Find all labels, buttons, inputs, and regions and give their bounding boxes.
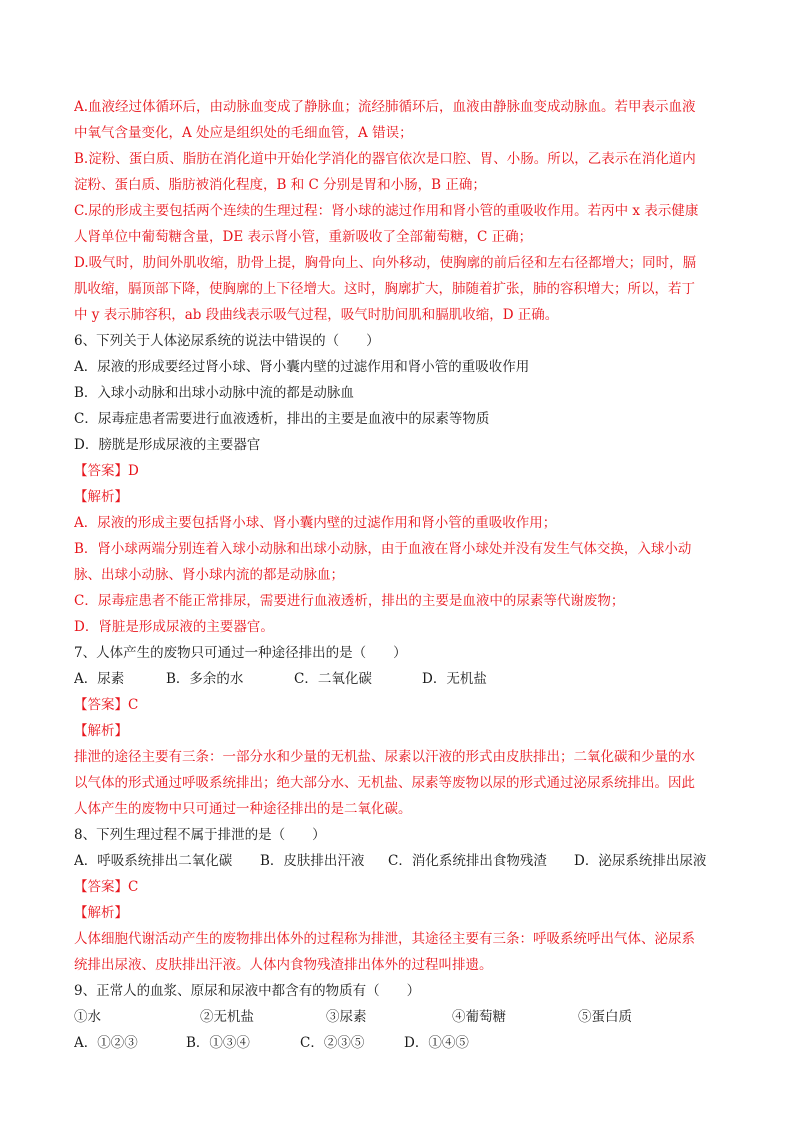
answer-value: C <box>128 879 139 895</box>
analysis-line: 脉、出球小动脉、肾小球内流的都是动脉血； <box>74 567 344 583</box>
analysis-line: 排泄的途径主要有三条：一部分水和少量的无机盐、尿素以汗液的形式由皮肤排出；二氧化碳和少量的水 <box>74 749 695 765</box>
answer-value: C <box>128 697 139 713</box>
option-a: A．尿素 <box>74 671 125 687</box>
options-row <box>74 848 726 874</box>
question-stem: 6、下列关于人体泌尿系统的说法中错误的（ ） <box>74 333 380 349</box>
analysis-label: 【解析】 <box>74 723 128 739</box>
option-d: D．①④⑤ <box>404 1035 469 1051</box>
option-b: B．皮肤排出汗液 <box>260 853 365 869</box>
answer-row <box>74 692 726 718</box>
option-a: A．①②③ <box>74 1035 138 1051</box>
analysis-line: 人肾单位中葡萄糖含量，DE 表示肾小管，重新吸收了全部葡萄糖，C 正确； <box>74 229 533 245</box>
analysis-line: 以气体的形式通过呼吸系统排出；绝大部分水、无机盐、尿素等废物以尿的形式通过泌尿系统排出。因此 <box>74 775 695 791</box>
analysis-line: C.尿的形成主要包括两个连续的生理过程：肾小球的滤过作用和肾小管的重吸收作用。若丙中 x 表示健康 <box>74 203 699 219</box>
answer-label: 【答案】 <box>74 697 128 713</box>
question-6 <box>74 328 726 640</box>
question-9 <box>74 978 726 1056</box>
options-row <box>74 1030 726 1056</box>
analysis-label: 【解析】 <box>74 489 128 505</box>
analysis-line: A．尿液的形成主要包括肾小球、肾小囊内壁的过滤作用和肾小管的重吸收作用； <box>74 515 557 531</box>
analysis-line: 中 y 表示肺容积，ab 段曲线表示吸气过程，吸气时肋间肌和膈肌收缩，D 正确。 <box>74 307 559 323</box>
analysis-line: D.吸气时，肋间外肌收缩，肋骨上提，胸骨向上、向外移动，使胸廓的前后径和左右径都增大；同时，膈 <box>74 255 697 271</box>
option-c: C．消化系统排出食物残渣 <box>388 853 547 869</box>
option-d: D．膀胱是形成尿液的主要器官 <box>74 437 261 453</box>
answer-label: 【答案】 <box>74 879 128 895</box>
option-c: C．二氧化碳 <box>294 671 372 687</box>
option-b: B．①③④ <box>186 1035 250 1051</box>
answer-row <box>74 874 726 900</box>
analysis-line: 人体细胞代谢活动产生的废物排出体外的过程称为排泄，其途径主要有三条：呼吸系统呼出气体、泌尿系 <box>74 931 695 947</box>
item: ④葡萄糖 <box>452 1009 506 1025</box>
option-d: D．泌尿系统排出尿液 <box>574 853 707 869</box>
item: ③尿素 <box>326 1009 367 1025</box>
option-b: B．入球小动脉和出球小动脉中流的都是动脉血 <box>74 385 354 401</box>
option-b: B．多余的水 <box>166 671 244 687</box>
item: ①水 <box>74 1009 101 1025</box>
question-7 <box>74 640 726 822</box>
analysis-line: A.血液经过体循环后，由动脉血变成了静脉血；流经肺循环后，血液由静脉血变成动脉血。若甲表示血液 <box>74 99 696 115</box>
question-stem: 9、正常人的血浆、原尿和尿液中都含有的物质有（ ） <box>74 983 421 999</box>
analysis-line: C．尿毒症患者不能正常排尿，需要进行血液透析，排出的主要是血液中的尿素等代谢废物； <box>74 593 625 609</box>
question-8 <box>74 822 726 978</box>
option-c: C．②③⑤ <box>300 1035 365 1051</box>
option-a: A．尿液的形成要经过肾小球、肾小囊内壁的过滤作用和肾小管的重吸收作用 <box>74 359 530 375</box>
option-c: C．尿毒症患者需要进行血液透析，排出的主要是血液中的尿素等物质 <box>74 411 490 427</box>
analysis-line: 统排出尿液、皮肤排出汗液。人体内食物残渣排出体外的过程叫排遗。 <box>74 957 493 973</box>
answer-value: D <box>128 463 139 479</box>
option-a: A．呼吸系统排出二氧化碳 <box>74 853 233 869</box>
page-content <box>74 94 726 1056</box>
analysis-line: 淀粉、蛋白质、脂肪被消化程度，B 和 C 分别是胃和小肠，B 正确； <box>74 177 486 193</box>
item: ②无机盐 <box>200 1009 254 1025</box>
option-d: D．无机盐 <box>422 671 487 687</box>
analysis-line: 人体产生的废物中只可通过一种途径排出的是二氧化碳。 <box>74 801 412 817</box>
analysis-label: 【解析】 <box>74 905 128 921</box>
items-row <box>74 1004 726 1030</box>
question-stem: 8、下列生理过程不属于排泄的是（ ） <box>74 827 326 843</box>
options-row <box>74 666 726 692</box>
question-stem: 7、人体产生的废物只可通过一种途径排出的是（ ） <box>74 645 407 661</box>
q5-analysis <box>74 94 726 328</box>
analysis-line: 肌收缩，膈顶部下降，使胸廓的上下径增大。这时，胸廓扩大，肺随着扩张，肺的容积增大；所以，若丁 <box>74 281 695 297</box>
item: ⑤蛋白质 <box>578 1009 632 1025</box>
analysis-line: B．肾小球两端分别连着入球小动脉和出球小动脉，由于血液在肾小球处并没有发生气体交换，入球小动 <box>74 541 692 557</box>
analysis-line: 中氧气含量变化，A 处应是组织处的毛细血管，A 错误； <box>74 125 413 141</box>
analysis-line: D．肾脏是形成尿液的主要器官。 <box>74 619 274 635</box>
analysis-line: B.淀粉、蛋白质、脂肪在消化道中开始化学消化的器官依次是口腔、胃、小肠。所以，乙表示在消化道内 <box>74 151 696 167</box>
answer-label: 【答案】 <box>74 463 128 479</box>
answer-row <box>74 458 726 484</box>
